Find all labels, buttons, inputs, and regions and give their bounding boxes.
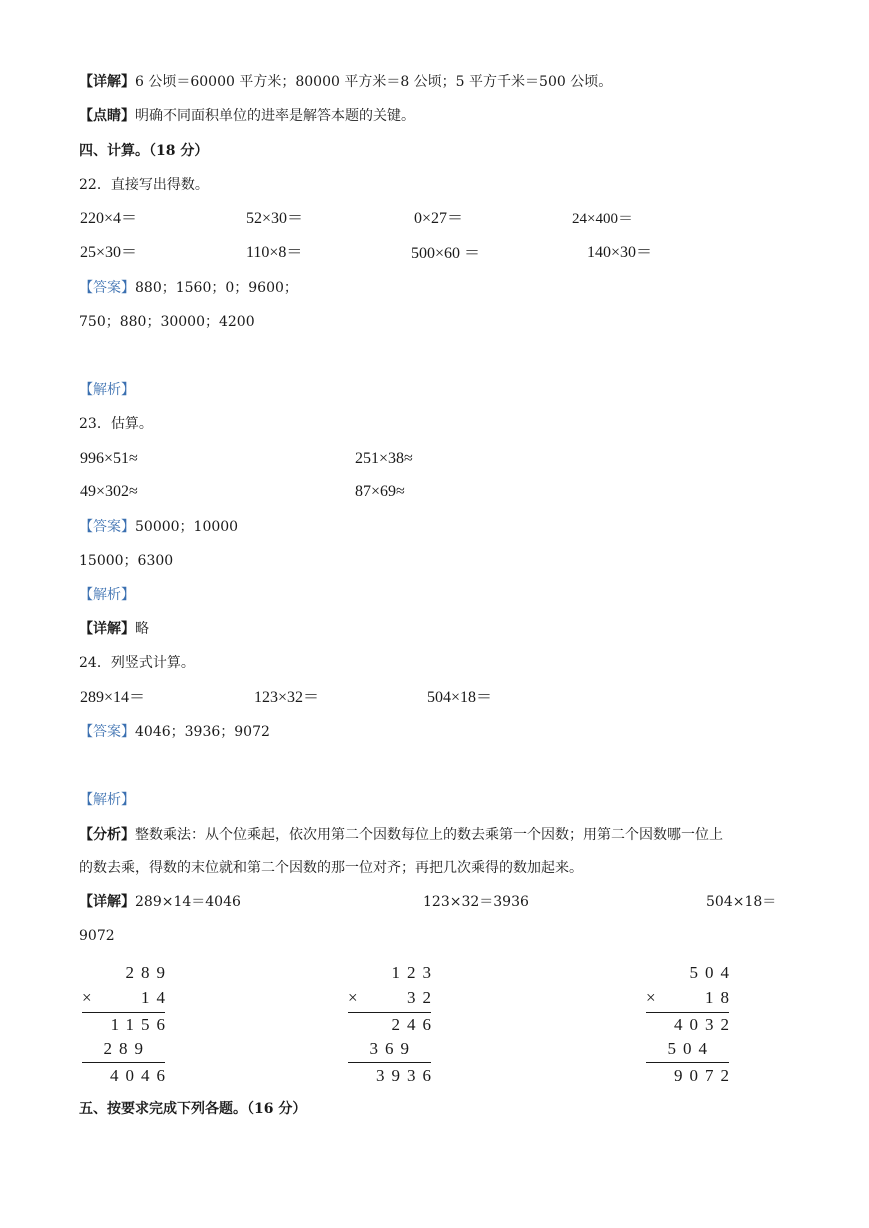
vc-partial-2: 369 xyxy=(369,1039,416,1058)
detail-tag: 【详解】 xyxy=(79,74,135,90)
answer-text: 50000；10000 xyxy=(135,519,239,535)
vc-partial-1: 1156 xyxy=(110,1015,172,1034)
vc-rule-2 xyxy=(646,1062,729,1063)
q22-title: 22．直接写出得数。 xyxy=(79,177,209,193)
vc-times-sign: × xyxy=(646,988,656,1007)
answer-tag: 【答案】 xyxy=(79,280,135,296)
vc-times-sign: × xyxy=(348,988,358,1007)
q22-expr-2: 52×30＝ xyxy=(246,210,304,227)
analysis-text: 整数乘法：从个位乘起，依次用第二个因数每位上的数去乘第一个因数；用第二个因数哪一位上 xyxy=(135,827,723,843)
answer-tag: 【答案】 xyxy=(79,519,135,535)
detail-tag: 【详解】 xyxy=(79,894,135,910)
vc-result: 4046 xyxy=(110,1066,172,1085)
q24-answer-line xyxy=(79,722,270,742)
vertical-calc-2 xyxy=(348,962,438,1088)
vc-partial-1: 246 xyxy=(391,1015,438,1034)
section-5-title: 五、按要求完成下列各题。（16 分） xyxy=(79,1101,307,1117)
q23-expr-3: 49×302≈ xyxy=(80,483,138,500)
note-line-q21 xyxy=(79,106,415,126)
vc-multiplier: 32 xyxy=(407,988,438,1007)
note-text: 明确不同面积单位的进率是解答本题的关键。 xyxy=(135,108,415,124)
q23-answer-line-2: 15000；6300 xyxy=(79,553,174,569)
q23-title: 23．估算。 xyxy=(79,416,153,432)
answer-text: 880；1560；0；9600； xyxy=(135,280,298,296)
q22-expr-4: 24×400＝ xyxy=(572,211,633,227)
q24-expr-1: 289×14＝ xyxy=(80,689,146,706)
vc-result: 9072 xyxy=(674,1066,736,1085)
q22-expr-6: 110×8＝ xyxy=(246,244,303,261)
q24-detail-c: 504×18＝ xyxy=(706,894,777,910)
q22-expr-7: 500×60 ＝ xyxy=(411,245,481,262)
vc-rule-1 xyxy=(82,1012,165,1013)
detail-text: 6 公顷＝60000 平方米；80000 平方米＝8 公顷；5 平方千米＝500 公顷。 xyxy=(135,74,613,90)
vc-times-sign: × xyxy=(82,988,92,1007)
q22-expr-3: 0×27＝ xyxy=(414,210,464,227)
q23-analysis-tag: 【解析】 xyxy=(79,587,135,603)
vc-top-number: 289 xyxy=(125,963,172,982)
q22-expr-5: 25×30＝ xyxy=(80,244,138,261)
q23-expr-2: 251×38≈ xyxy=(355,450,413,467)
vc-rule-2 xyxy=(348,1062,431,1063)
q24-analysis-line-1 xyxy=(79,825,723,845)
q22-expr-1: 220×4＝ xyxy=(80,210,138,227)
detail-line-q21 xyxy=(79,72,612,92)
detail-a: 289×14＝4046 xyxy=(135,894,241,910)
answer-tag: 【答案】 xyxy=(79,724,135,740)
vc-rule-1 xyxy=(646,1012,729,1013)
vc-multiplier: 14 xyxy=(141,988,172,1007)
note-tag: 【点睛】 xyxy=(79,108,135,124)
q22-answer-line-2: 750；880；30000；4200 xyxy=(79,314,255,330)
q23-expr-1: 996×51≈ xyxy=(80,450,138,467)
q24-title: 24．列竖式计算。 xyxy=(79,655,195,671)
vc-rule-1 xyxy=(348,1012,431,1013)
vc-result: 3936 xyxy=(376,1066,438,1085)
analysis-head-tag: 【分析】 xyxy=(79,827,135,843)
detail-tag: 【详解】 xyxy=(79,621,135,637)
section-4-title: 四、计算。（18 分） xyxy=(79,143,209,159)
vc-partial-2: 504 xyxy=(667,1039,714,1058)
vertical-calc-3 xyxy=(646,962,736,1088)
q23-expr-4: 87×69≈ xyxy=(355,483,405,500)
detail-text: 略 xyxy=(135,621,149,637)
q23-answer-line xyxy=(79,517,238,537)
vc-top-number: 504 xyxy=(689,963,736,982)
vc-top-number: 123 xyxy=(391,963,438,982)
vc-partial-2: 289 xyxy=(103,1039,150,1058)
q24-analysis-line-2: 的数去乘，得数的末位就和第二个因数的那一位对齐；再把几次乘得的数加起来。 xyxy=(79,860,583,876)
q24-detail-line xyxy=(79,892,241,912)
q24-expr-2: 123×32＝ xyxy=(254,689,320,706)
q24-detail-c2: 9072 xyxy=(79,928,115,944)
vertical-calc-1 xyxy=(82,962,172,1088)
vc-partial-1: 4032 xyxy=(674,1015,736,1034)
vc-rule-2 xyxy=(82,1062,165,1063)
vc-multiplier: 18 xyxy=(705,988,736,1007)
q22-answer-line xyxy=(79,278,298,298)
q24-expr-3: 504×18＝ xyxy=(427,689,493,706)
q24-analysis-tag: 【解析】 xyxy=(79,792,135,808)
answer-text: 4046；3936；9072 xyxy=(135,724,270,740)
q22-analysis-tag: 【解析】 xyxy=(79,382,135,398)
q24-detail-b: 123×32＝3936 xyxy=(423,894,529,910)
q23-detail-line xyxy=(79,619,149,639)
q22-expr-8: 140×30＝ xyxy=(587,244,653,261)
